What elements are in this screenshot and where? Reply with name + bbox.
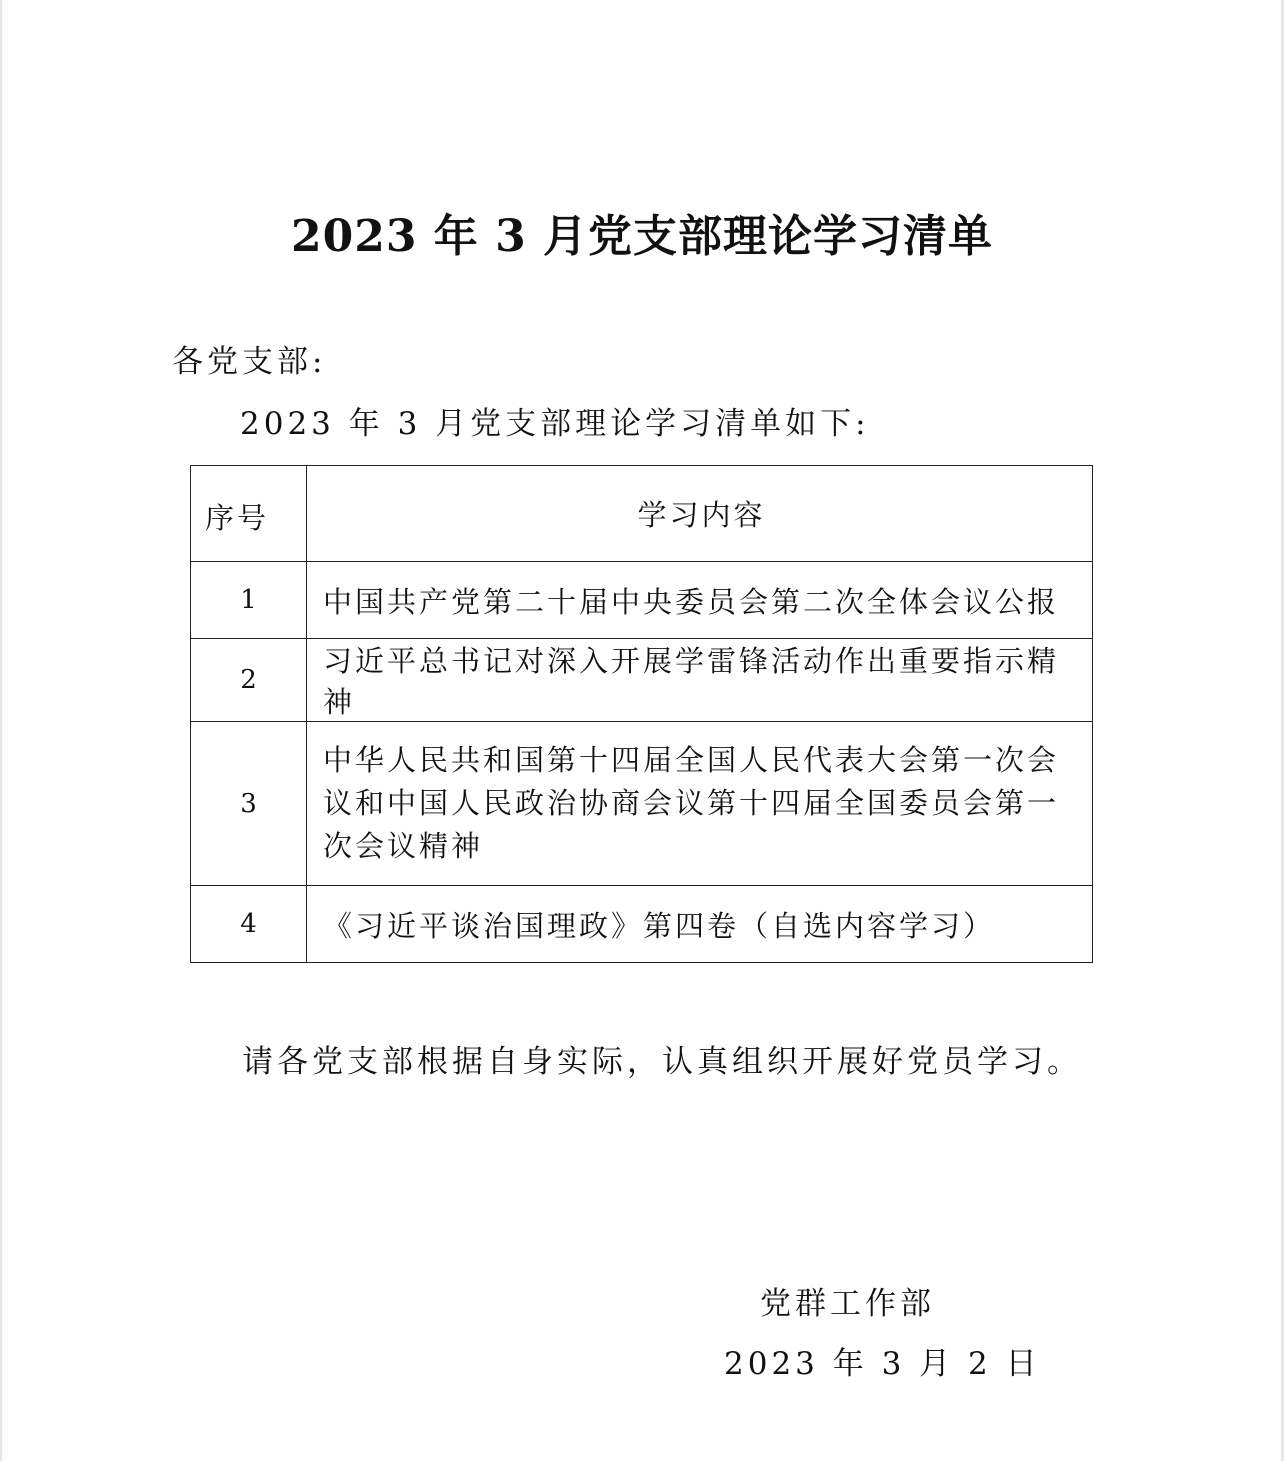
row-content: 中国共产党第二十届中央委员会第二次全体会议公报 bbox=[307, 562, 1093, 639]
table-row bbox=[191, 886, 1093, 963]
table-row bbox=[191, 562, 1093, 639]
row-seq: 3 bbox=[191, 722, 307, 886]
signature-date: 2023 年 3 月 2 日 bbox=[724, 1346, 1041, 1382]
row-seq: 4 bbox=[191, 886, 307, 963]
salutation: 各党支部: bbox=[172, 344, 327, 380]
closing-paragraph: 请各党支部根据自身实际，认真组织开展好党员学习。 bbox=[242, 1044, 1082, 1080]
row-seq: 2 bbox=[191, 639, 307, 722]
table-row bbox=[191, 639, 1093, 722]
study-list-table bbox=[190, 465, 1093, 963]
table-header-row bbox=[191, 466, 1093, 562]
row-seq: 1 bbox=[191, 562, 307, 639]
header-seq: 序号 bbox=[191, 466, 307, 562]
row-content: 中华人民共和国第十四届全国人民代表大会第一次会议和中国人民政治协商会议第十四届全国委员会第一次会议精神 bbox=[307, 722, 1093, 886]
row-content: 习近平总书记对深入开展学雷锋活动作出重要指示精神 bbox=[307, 639, 1093, 722]
row-content: 《习近平谈治国理政》第四卷（自选内容学习） bbox=[307, 886, 1093, 963]
intro-paragraph: 2023 年 3 月党支部理论学习清单如下: bbox=[240, 406, 870, 442]
document-title: 2023 年 3 月党支部理论学习清单 bbox=[290, 211, 994, 262]
signer-department: 党群工作部 bbox=[760, 1286, 935, 1322]
header-content: 学习内容 bbox=[307, 466, 1093, 562]
table-row bbox=[191, 722, 1093, 886]
